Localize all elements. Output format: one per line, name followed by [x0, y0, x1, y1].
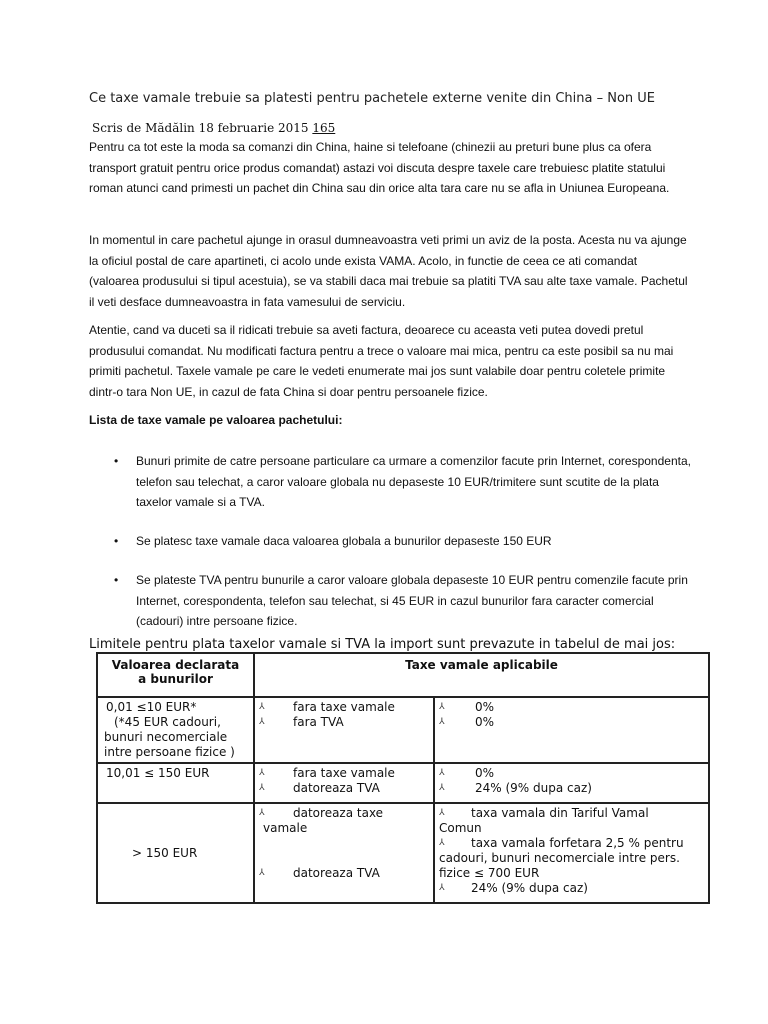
rate-item: 24% (9% dupa caz) — [471, 881, 588, 895]
paragraph-invoice-warning: Atentie, cand va duceti sa il ridicati trebuie sa aveti factura, deoarece cu aceasta veti putea dovedi pretul produsului comandat. Nu modificati factura pentru a trece o valoare mai mica, pentru ca este posibil sa nu mai primiti pachetul. Taxele vamale pe care le vedeti enumerate mai jos sunt valabile doar pentru coletele primite dintr-o tara Non UE, in cazul de fata China si doar pentru persoanele fizice. — [89, 323, 674, 399]
value-line: bunuri necomerciale — [104, 730, 228, 744]
header-declared-value: Valoarea declarata a bunurilor — [97, 653, 254, 697]
arrow-icon: ⅄ — [259, 717, 265, 727]
bullet-icon: • — [114, 534, 119, 548]
tax-cell — [254, 763, 434, 803]
arrow-icon: ⅄ — [259, 702, 265, 712]
arrow-icon: ⅄ — [439, 883, 445, 893]
tax-item: datoreaza TVA — [293, 781, 380, 795]
declared-value-cell — [97, 803, 254, 903]
value-line: > 150 EUR — [132, 845, 198, 860]
arrow-icon: ⅄ — [259, 783, 265, 793]
rate-item: 24% (9% dupa caz) — [475, 781, 592, 795]
table-row — [97, 803, 709, 903]
rate-item: taxa vamala din Tariful Vamal — [471, 806, 649, 820]
header-applicable-taxes: Taxe vamale aplicabile — [254, 653, 709, 697]
rate-cell — [434, 803, 709, 903]
tax-item: fara taxe vamale — [293, 700, 395, 714]
rate-item: 0% — [475, 700, 495, 714]
table-row — [97, 697, 709, 763]
arrow-icon: ⅄ — [439, 717, 445, 727]
bullet-icon: • — [114, 573, 119, 587]
arrow-icon: ⅄ — [259, 868, 265, 878]
arrow-icon: ⅄ — [439, 783, 445, 793]
tax-item: fara TVA — [293, 715, 344, 729]
value-line: intre persoane fizice ) — [104, 745, 235, 759]
value-line: 0,01 ≤10 EUR* — [106, 700, 197, 714]
rate-item: fizice ≤ 700 EUR — [439, 866, 540, 880]
list-item-text: Se plateste TVA pentru bunurile a caror valoare globala depaseste 10 EUR pentru comenzile facute prin Internet, corespondenta, telefon sau telechat, si 45 EUR in cazul bunurilor fara caracter comercial (cadouri) intre persoane fizice. — [136, 573, 688, 628]
value-line: 10,01 ≤ 150 EUR — [106, 766, 210, 780]
customs-tax-table — [96, 652, 710, 904]
list-item — [114, 451, 694, 513]
rate-cell — [434, 763, 709, 803]
comment-count-link[interactable]: 165 — [312, 121, 336, 135]
arrow-icon: ⅄ — [259, 768, 265, 778]
paragraph-customs-notice: In momentul in care pachetul ajunge in orasul dumneavoastra veti primi un aviz de la posta. Acesta nu va ajunge la oficiul postal de care apartineti, ci acolo unde exista VAMA. Acolo, in functie de ceea ce ati comandat (valoarea produsului si tipul acestuia), se va stabili daca mai trebuie sa platiti TVA sau alte taxe vamale. Pachetul il veti desface dumneavoastra in fata vamesului de serviciu. — [89, 233, 688, 309]
table-header-row — [97, 653, 709, 697]
declared-value-cell — [97, 697, 254, 763]
list-item — [114, 570, 694, 632]
arrow-icon: ⅄ — [439, 702, 445, 712]
rate-item: 0% — [475, 766, 495, 780]
arrow-icon: ⅄ — [439, 808, 445, 818]
tax-item: vamale — [263, 821, 308, 835]
list-item-text: Bunuri primite de catre persoane particulare ca urmare a comenzilor facute prin Internet, corespondenta, telefon sau telechat, a caror valoare globala nu depaseste 10 EUR/trimitere sunt scutite de la plata taxelor vamale si a TVA. — [136, 454, 691, 509]
tax-item: datoreaza taxe — [293, 806, 384, 820]
value-line: (*45 EUR cadouri, — [114, 715, 221, 729]
table-caption: Limitele pentru plata taxelor vamale si TVA la import sunt prevazute in tabelul de mai jos: — [89, 637, 676, 652]
byline-author-date: Scris de Mădălin 18 februarie 2015 — [92, 121, 313, 135]
list-item — [114, 531, 694, 552]
table-row — [97, 763, 709, 803]
rate-item: taxa vamala forfetara 2,5 % pentru — [471, 836, 684, 850]
article-title: Ce taxe vamale trebuie sa platesti pentru pachetele externe venite din China – Non UE — [89, 91, 655, 106]
arrow-icon: ⅄ — [439, 768, 445, 778]
tax-cell — [254, 803, 434, 903]
paragraph-intro: Pentru ca tot este la moda sa comanzi din China, haine si telefoane (chinezii au preturi bune plus ca ofera transport gratuit pentru orice produs comandat) astazi voi discuta despre taxele care trebuiesc platite statului roman atunci cand primesti un pachet din China sau din orice alta tara care nu se afla in Uniunea Europeana. — [89, 140, 670, 195]
list-heading: Lista de taxe vamale pe valoarea pachetului: — [89, 413, 343, 427]
rate-item: 0% — [475, 715, 495, 729]
rate-item: Comun — [439, 821, 482, 835]
bullet-icon: • — [114, 454, 119, 468]
byline — [92, 121, 335, 135]
arrow-icon: ⅄ — [259, 808, 265, 818]
arrow-icon: ⅄ — [439, 838, 445, 848]
declared-value-cell — [97, 763, 254, 803]
tax-item: fara taxe vamale — [293, 766, 395, 780]
list-item-text: Se platesc taxe vamale daca valoarea globala a bunurilor depaseste 150 EUR — [136, 534, 552, 548]
tax-item: datoreaza TVA — [293, 866, 380, 880]
rate-cell — [434, 697, 709, 763]
tax-cell — [254, 697, 434, 763]
rate-item: cadouri, bunuri necomerciale intre pers. — [439, 851, 680, 865]
